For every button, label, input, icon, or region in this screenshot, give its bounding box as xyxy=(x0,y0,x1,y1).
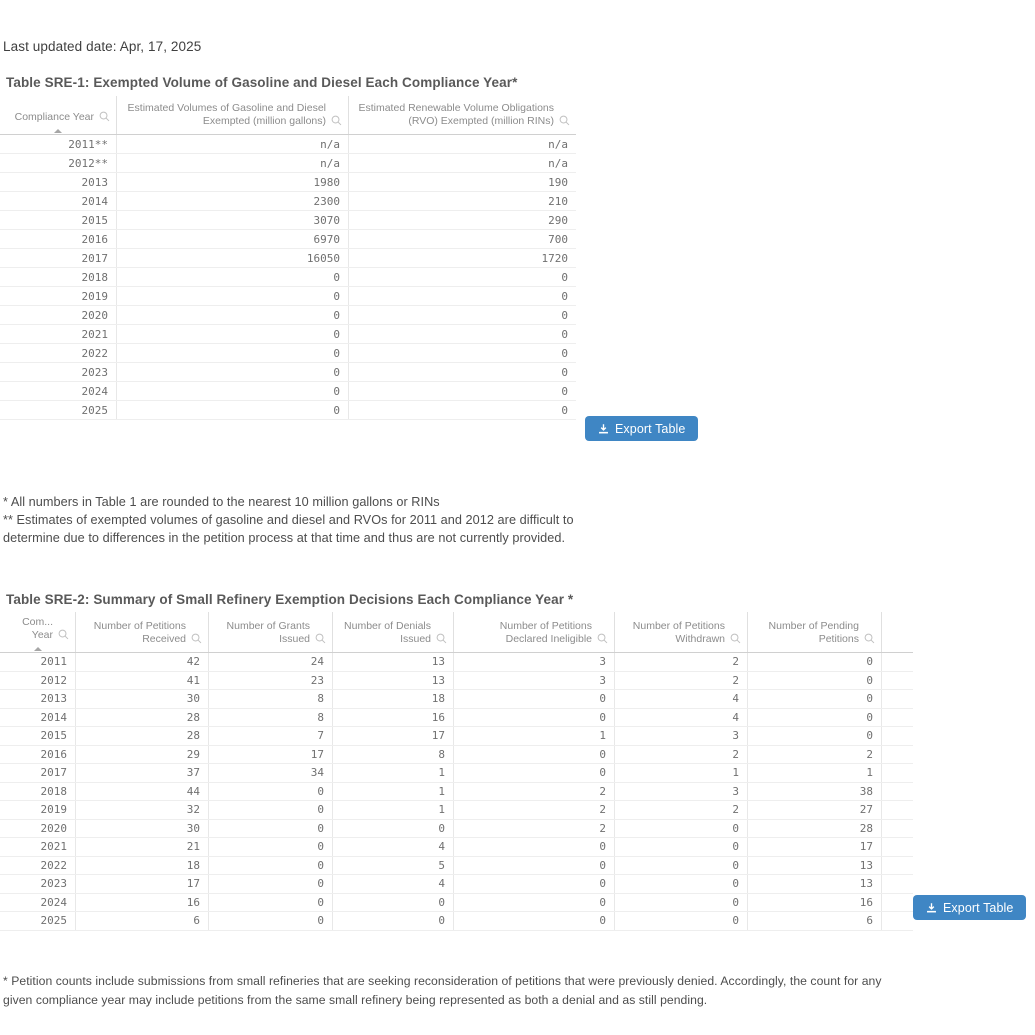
table-cell[interactable]: 16050 xyxy=(117,249,349,268)
cell-compliance-year[interactable]: 2021 xyxy=(0,838,76,857)
table-cell[interactable]: 2 xyxy=(748,745,882,764)
table-sre1-header xyxy=(0,96,576,135)
table-cell[interactable]: 0 xyxy=(117,268,349,287)
column-header-label: Estimated Renewable Volume Obligations (RVO) Exempted (million RINs) xyxy=(358,102,554,127)
table-row[interactable] xyxy=(0,344,576,363)
table-cell[interactable]: 0 xyxy=(117,382,349,401)
cell-compliance-year[interactable]: 2022 xyxy=(0,344,117,363)
column-header-6[interactable] xyxy=(748,612,882,653)
cell-compliance-year[interactable]: 2018 xyxy=(0,782,76,801)
table-cell[interactable]: n/a xyxy=(349,135,577,154)
table-row[interactable] xyxy=(0,801,913,820)
table-cell[interactable]: 290 xyxy=(349,211,577,230)
table-cell[interactable]: 0 xyxy=(349,382,577,401)
cell-compliance-year[interactable]: 2012 xyxy=(0,671,76,690)
table-cell[interactable]: 37 xyxy=(76,764,209,783)
table-cell[interactable]: 1 xyxy=(333,782,454,801)
column-header-label: Number of Grants Issued xyxy=(226,620,310,645)
column-header-2[interactable] xyxy=(349,96,577,135)
cell-compliance-year[interactable]: 2024 xyxy=(0,893,76,912)
table-cell[interactable]: 1 xyxy=(615,764,748,783)
table-cell[interactable]: 17 xyxy=(209,745,333,764)
sort-ascending-icon xyxy=(54,129,62,133)
table-cell[interactable]: 1 xyxy=(333,764,454,783)
table-cell[interactable]: 0 xyxy=(615,912,748,931)
table-cell[interactable]: 0 xyxy=(454,764,615,783)
cell-compliance-year[interactable]: 2020 xyxy=(0,306,117,325)
last-updated-date: Last updated date: Apr, 17, 2025 xyxy=(3,39,202,54)
table-cell[interactable]: 0 xyxy=(615,875,748,894)
search-icon[interactable] xyxy=(730,633,741,644)
table-cell[interactable]: 13 xyxy=(333,671,454,690)
column-header-label: Number of Petitions Withdrawn xyxy=(632,620,725,645)
table-cell[interactable] xyxy=(882,745,914,764)
table-row[interactable] xyxy=(0,745,913,764)
column-header-label: Number of Petitions Received xyxy=(93,620,186,645)
table-cell[interactable] xyxy=(882,653,914,672)
table-cell[interactable]: 3 xyxy=(615,782,748,801)
table-cell[interactable]: 28 xyxy=(76,708,209,727)
table-cell[interactable]: 0 xyxy=(209,856,333,875)
table-cell[interactable]: 13 xyxy=(748,875,882,894)
table-cell[interactable]: 0 xyxy=(748,671,882,690)
table-cell[interactable]: 2 xyxy=(615,745,748,764)
cell-compliance-year[interactable]: 2018 xyxy=(0,268,117,287)
table-cell[interactable]: 0 xyxy=(748,653,882,672)
column-header-label: Number of Denials Issued xyxy=(344,620,431,645)
table-cell[interactable]: 28 xyxy=(76,727,209,746)
cell-compliance-year[interactable]: 2022 xyxy=(0,856,76,875)
table-cell[interactable]: 0 xyxy=(349,344,577,363)
table-cell[interactable]: 0 xyxy=(454,838,615,857)
column-header-2[interactable] xyxy=(209,612,333,653)
table-cell[interactable]: 0 xyxy=(615,819,748,838)
cell-compliance-year[interactable]: 2021 xyxy=(0,325,117,344)
table-cell[interactable]: 18 xyxy=(76,856,209,875)
table-cell[interactable]: 41 xyxy=(76,671,209,690)
table-cell[interactable]: 0 xyxy=(454,745,615,764)
table-cell[interactable]: 42 xyxy=(76,653,209,672)
table-cell[interactable]: 700 xyxy=(349,230,577,249)
sort-ascending-icon xyxy=(34,647,42,651)
table-cell[interactable]: 2300 xyxy=(117,192,349,211)
cell-compliance-year[interactable]: 2023 xyxy=(0,363,117,382)
search-icon[interactable] xyxy=(436,633,447,644)
table-cell[interactable] xyxy=(882,727,914,746)
table-row[interactable] xyxy=(0,135,576,154)
table-row[interactable] xyxy=(0,401,576,420)
cell-compliance-year[interactable]: 2011** xyxy=(0,135,117,154)
table-cell[interactable]: 4 xyxy=(615,708,748,727)
search-icon[interactable] xyxy=(864,633,875,644)
table-cell[interactable]: 17 xyxy=(748,838,882,857)
table-row[interactable] xyxy=(0,782,913,801)
cell-compliance-year[interactable]: 2013 xyxy=(0,690,76,709)
table-row[interactable] xyxy=(0,363,576,382)
table-cell[interactable]: 0 xyxy=(454,912,615,931)
table-cell[interactable]: 1720 xyxy=(349,249,577,268)
table-row[interactable] xyxy=(0,287,576,306)
table-cell[interactable]: 3 xyxy=(454,671,615,690)
table-cell[interactable]: 2 xyxy=(454,801,615,820)
table-sre2-header xyxy=(0,612,913,653)
export-table-button-sre2[interactable] xyxy=(913,895,1026,920)
table-cell[interactable]: 6 xyxy=(76,912,209,931)
table-cell[interactable]: n/a xyxy=(349,154,577,173)
table-cell[interactable] xyxy=(882,764,914,783)
table-cell[interactable]: 0 xyxy=(209,875,333,894)
table-cell[interactable]: 0 xyxy=(117,401,349,420)
table-cell[interactable]: 0 xyxy=(209,893,333,912)
export-table-button-sre1[interactable] xyxy=(585,416,698,441)
cell-compliance-year[interactable]: 2024 xyxy=(0,382,117,401)
table-cell[interactable]: 16 xyxy=(748,893,882,912)
table-row[interactable] xyxy=(0,306,576,325)
table-sre1-footnotes xyxy=(3,493,623,547)
table-cell[interactable]: 0 xyxy=(209,912,333,931)
table-cell[interactable]: 0 xyxy=(209,782,333,801)
table-cell[interactable]: 34 xyxy=(209,764,333,783)
table-cell[interactable]: 16 xyxy=(76,893,209,912)
table-cell[interactable]: 4 xyxy=(615,690,748,709)
table-sre2 xyxy=(0,612,913,931)
table-cell[interactable]: 0 xyxy=(615,856,748,875)
table-row[interactable] xyxy=(0,671,913,690)
table-cell[interactable]: 24 xyxy=(209,653,333,672)
footnote-line: * Petition counts include submissions from small refineries that are seeking reconsideration of petitions that were previously denied. Accordingly, the count for any given compliance year may include petitions from the same small refinery being represented as both a denial and as still pending. xyxy=(3,974,882,1007)
column-header-label: Estimated Volumes of Gasoline and Diesel Exempted (million gallons) xyxy=(127,102,326,127)
table-cell[interactable]: 44 xyxy=(76,782,209,801)
table-row[interactable] xyxy=(0,211,576,230)
table-cell[interactable]: 0 xyxy=(454,893,615,912)
table-row[interactable] xyxy=(0,875,913,894)
table-cell[interactable]: 3 xyxy=(615,727,748,746)
cell-compliance-year[interactable]: 2014 xyxy=(0,708,76,727)
table-cell[interactable] xyxy=(882,782,914,801)
cell-compliance-year[interactable]: 2017 xyxy=(0,249,117,268)
table-cell[interactable]: 0 xyxy=(454,875,615,894)
table-sre1 xyxy=(0,96,576,420)
cell-compliance-year[interactable]: 2012** xyxy=(0,154,117,173)
table-cell[interactable]: 0 xyxy=(117,325,349,344)
table-cell[interactable]: 0 xyxy=(748,727,882,746)
table-cell[interactable]: 7 xyxy=(209,727,333,746)
table-row[interactable] xyxy=(0,708,913,727)
table-cell[interactable] xyxy=(882,893,914,912)
table-cell[interactable]: 0 xyxy=(349,325,577,344)
table-cell[interactable]: 0 xyxy=(454,690,615,709)
cell-compliance-year[interactable]: 2019 xyxy=(0,287,117,306)
table-row[interactable] xyxy=(0,764,913,783)
cell-compliance-year[interactable]: 2023 xyxy=(0,875,76,894)
export-table-label: Export Table xyxy=(615,421,686,436)
table-row[interactable] xyxy=(0,230,576,249)
table-cell[interactable]: 6970 xyxy=(117,230,349,249)
table-cell[interactable]: 0 xyxy=(333,819,454,838)
table-cell[interactable]: 0 xyxy=(349,268,577,287)
table-cell[interactable]: 0 xyxy=(454,708,615,727)
export-table-label: Export Table xyxy=(943,900,1014,915)
table-cell[interactable] xyxy=(882,801,914,820)
table-cell[interactable]: 210 xyxy=(349,192,577,211)
table-cell[interactable]: 0 xyxy=(454,856,615,875)
table-row[interactable] xyxy=(0,856,913,875)
search-icon[interactable] xyxy=(99,111,110,122)
column-header-4[interactable] xyxy=(454,612,615,653)
table-cell[interactable]: 27 xyxy=(748,801,882,820)
column-header-0[interactable] xyxy=(0,96,117,135)
table-cell[interactable]: 190 xyxy=(349,173,577,192)
table-cell[interactable]: 0 xyxy=(117,363,349,382)
table-cell[interactable]: 4 xyxy=(333,875,454,894)
cell-compliance-year[interactable]: 2025 xyxy=(0,401,117,420)
table-cell[interactable]: 0 xyxy=(748,690,882,709)
cell-compliance-year[interactable]: 2015 xyxy=(0,211,117,230)
column-header-label: Number of Petitions Declared Ineligible xyxy=(499,620,592,645)
search-icon[interactable] xyxy=(559,115,570,126)
table-cell[interactable]: 0 xyxy=(349,287,577,306)
search-icon[interactable] xyxy=(58,629,69,640)
table-cell[interactable] xyxy=(882,690,914,709)
table-sre2-title: Table SRE-2: Summary of Small Refinery Exemption Decisions Each Compliance Year * xyxy=(6,592,574,607)
download-icon xyxy=(926,902,937,914)
table-row[interactable] xyxy=(0,838,913,857)
table-cell[interactable] xyxy=(882,708,914,727)
column-header-1[interactable] xyxy=(117,96,349,135)
table-sre2-container xyxy=(0,612,906,931)
cell-compliance-year[interactable]: 2017 xyxy=(0,764,76,783)
table-cell[interactable] xyxy=(882,912,914,931)
search-icon[interactable] xyxy=(597,633,608,644)
table-row[interactable] xyxy=(0,154,576,173)
table-cell[interactable]: 1980 xyxy=(117,173,349,192)
table-cell[interactable]: 0 xyxy=(333,893,454,912)
table-row[interactable] xyxy=(0,192,576,211)
table-row[interactable] xyxy=(0,382,576,401)
column-header-7[interactable] xyxy=(882,612,914,653)
table-cell[interactable]: 2 xyxy=(615,671,748,690)
table-cell[interactable]: 2 xyxy=(615,801,748,820)
table-cell[interactable]: 29 xyxy=(76,745,209,764)
column-header-1[interactable] xyxy=(76,612,209,653)
cell-compliance-year[interactable]: 2025 xyxy=(0,912,76,931)
cell-compliance-year[interactable]: 2016 xyxy=(0,230,117,249)
table-cell[interactable] xyxy=(882,838,914,857)
table-row[interactable] xyxy=(0,912,913,931)
cell-compliance-year[interactable]: 2013 xyxy=(0,173,117,192)
table-cell[interactable]: 3070 xyxy=(117,211,349,230)
table-cell[interactable] xyxy=(882,819,914,838)
table-cell[interactable]: 0 xyxy=(117,344,349,363)
table-cell[interactable]: 8 xyxy=(333,745,454,764)
table-cell[interactable]: 1 xyxy=(454,727,615,746)
table-cell[interactable]: 0 xyxy=(117,306,349,325)
table-row[interactable] xyxy=(0,893,913,912)
table-cell[interactable]: 0 xyxy=(349,401,577,420)
table-cell[interactable]: 38 xyxy=(748,782,882,801)
table-cell[interactable] xyxy=(882,671,914,690)
table-row[interactable] xyxy=(0,653,913,672)
column-header-5[interactable] xyxy=(615,612,748,653)
footnote-line: ** Estimates of exempted volumes of gasoline and diesel and RVOs for 2011 and 2012 are difficult to determine due to differences in the petition process at that time and thus are not currently provided. xyxy=(3,513,574,545)
table-cell[interactable]: 30 xyxy=(76,690,209,709)
table-cell[interactable]: 13 xyxy=(333,653,454,672)
table-cell[interactable]: 0 xyxy=(349,306,577,325)
table-row[interactable] xyxy=(0,690,913,709)
table-cell[interactable]: 1 xyxy=(748,764,882,783)
table-cell[interactable]: 5 xyxy=(333,856,454,875)
table-cell[interactable]: 0 xyxy=(349,363,577,382)
table-cell[interactable]: 8 xyxy=(209,690,333,709)
table-sre1-title: Table SRE-1: Exempted Volume of Gasoline and Diesel Each Compliance Year* xyxy=(6,75,518,90)
table-cell[interactable]: n/a xyxy=(117,135,349,154)
table-row[interactable] xyxy=(0,727,913,746)
cell-compliance-year[interactable]: 2015 xyxy=(0,727,76,746)
table-cell[interactable]: 0 xyxy=(209,838,333,857)
table-sre1-body xyxy=(0,135,576,420)
column-header-label: Number of Pending Petitions xyxy=(768,620,859,645)
search-icon[interactable] xyxy=(331,115,342,126)
table-sre2-body xyxy=(0,653,913,931)
table-row[interactable] xyxy=(0,819,913,838)
table-cell[interactable]: 32 xyxy=(76,801,209,820)
table-cell[interactable]: 8 xyxy=(209,708,333,727)
table-cell[interactable]: 13 xyxy=(748,856,882,875)
table-cell[interactable]: 2 xyxy=(615,653,748,672)
table-cell[interactable]: 2 xyxy=(454,819,615,838)
table-cell[interactable]: 17 xyxy=(76,875,209,894)
table-row[interactable] xyxy=(0,268,576,287)
table-cell[interactable]: 1 xyxy=(333,801,454,820)
search-icon[interactable] xyxy=(315,633,326,644)
cell-compliance-year[interactable]: 2016 xyxy=(0,745,76,764)
table-cell[interactable]: 0 xyxy=(615,838,748,857)
footnote-line: * All numbers in Table 1 are rounded to the nearest 10 million gallons or RINs xyxy=(3,495,440,509)
table-cell[interactable]: 4 xyxy=(333,838,454,857)
column-header-label: Compliance Year xyxy=(14,110,94,123)
table-cell[interactable]: 0 xyxy=(117,287,349,306)
table-cell[interactable]: 0 xyxy=(748,708,882,727)
table-cell[interactable]: 18 xyxy=(333,690,454,709)
table-row[interactable] xyxy=(0,325,576,344)
table-header-row xyxy=(0,612,913,653)
table-header-row xyxy=(0,96,576,135)
table-sre1-container xyxy=(0,96,575,420)
cell-compliance-year[interactable]: 2014 xyxy=(0,192,117,211)
table-cell[interactable]: n/a xyxy=(117,154,349,173)
table-cell[interactable]: 0 xyxy=(209,801,333,820)
table-cell[interactable]: 0 xyxy=(615,893,748,912)
table-cell[interactable]: 17 xyxy=(333,727,454,746)
table-sre2-footnotes xyxy=(3,972,913,1010)
cell-compliance-year[interactable]: 2020 xyxy=(0,819,76,838)
table-cell[interactable]: 16 xyxy=(333,708,454,727)
table-cell[interactable]: 3 xyxy=(454,653,615,672)
table-cell[interactable]: 0 xyxy=(333,912,454,931)
column-header-3[interactable] xyxy=(333,612,454,653)
table-cell[interactable]: 0 xyxy=(209,819,333,838)
table-cell[interactable] xyxy=(882,856,914,875)
table-row[interactable] xyxy=(0,249,576,268)
table-cell[interactable]: 30 xyxy=(76,819,209,838)
table-cell[interactable]: 21 xyxy=(76,838,209,857)
column-header-0[interactable] xyxy=(0,612,76,653)
cell-compliance-year[interactable]: 2019 xyxy=(0,801,76,820)
table-cell[interactable] xyxy=(882,875,914,894)
table-cell[interactable]: 28 xyxy=(748,819,882,838)
column-header-label: Com... Year xyxy=(22,616,53,641)
cell-compliance-year[interactable]: 2011 xyxy=(0,653,76,672)
table-row[interactable] xyxy=(0,173,576,192)
search-icon[interactable] xyxy=(191,633,202,644)
table-cell[interactable]: 6 xyxy=(748,912,882,931)
download-icon xyxy=(598,423,609,435)
table-cell[interactable]: 23 xyxy=(209,671,333,690)
table-cell[interactable]: 2 xyxy=(454,782,615,801)
